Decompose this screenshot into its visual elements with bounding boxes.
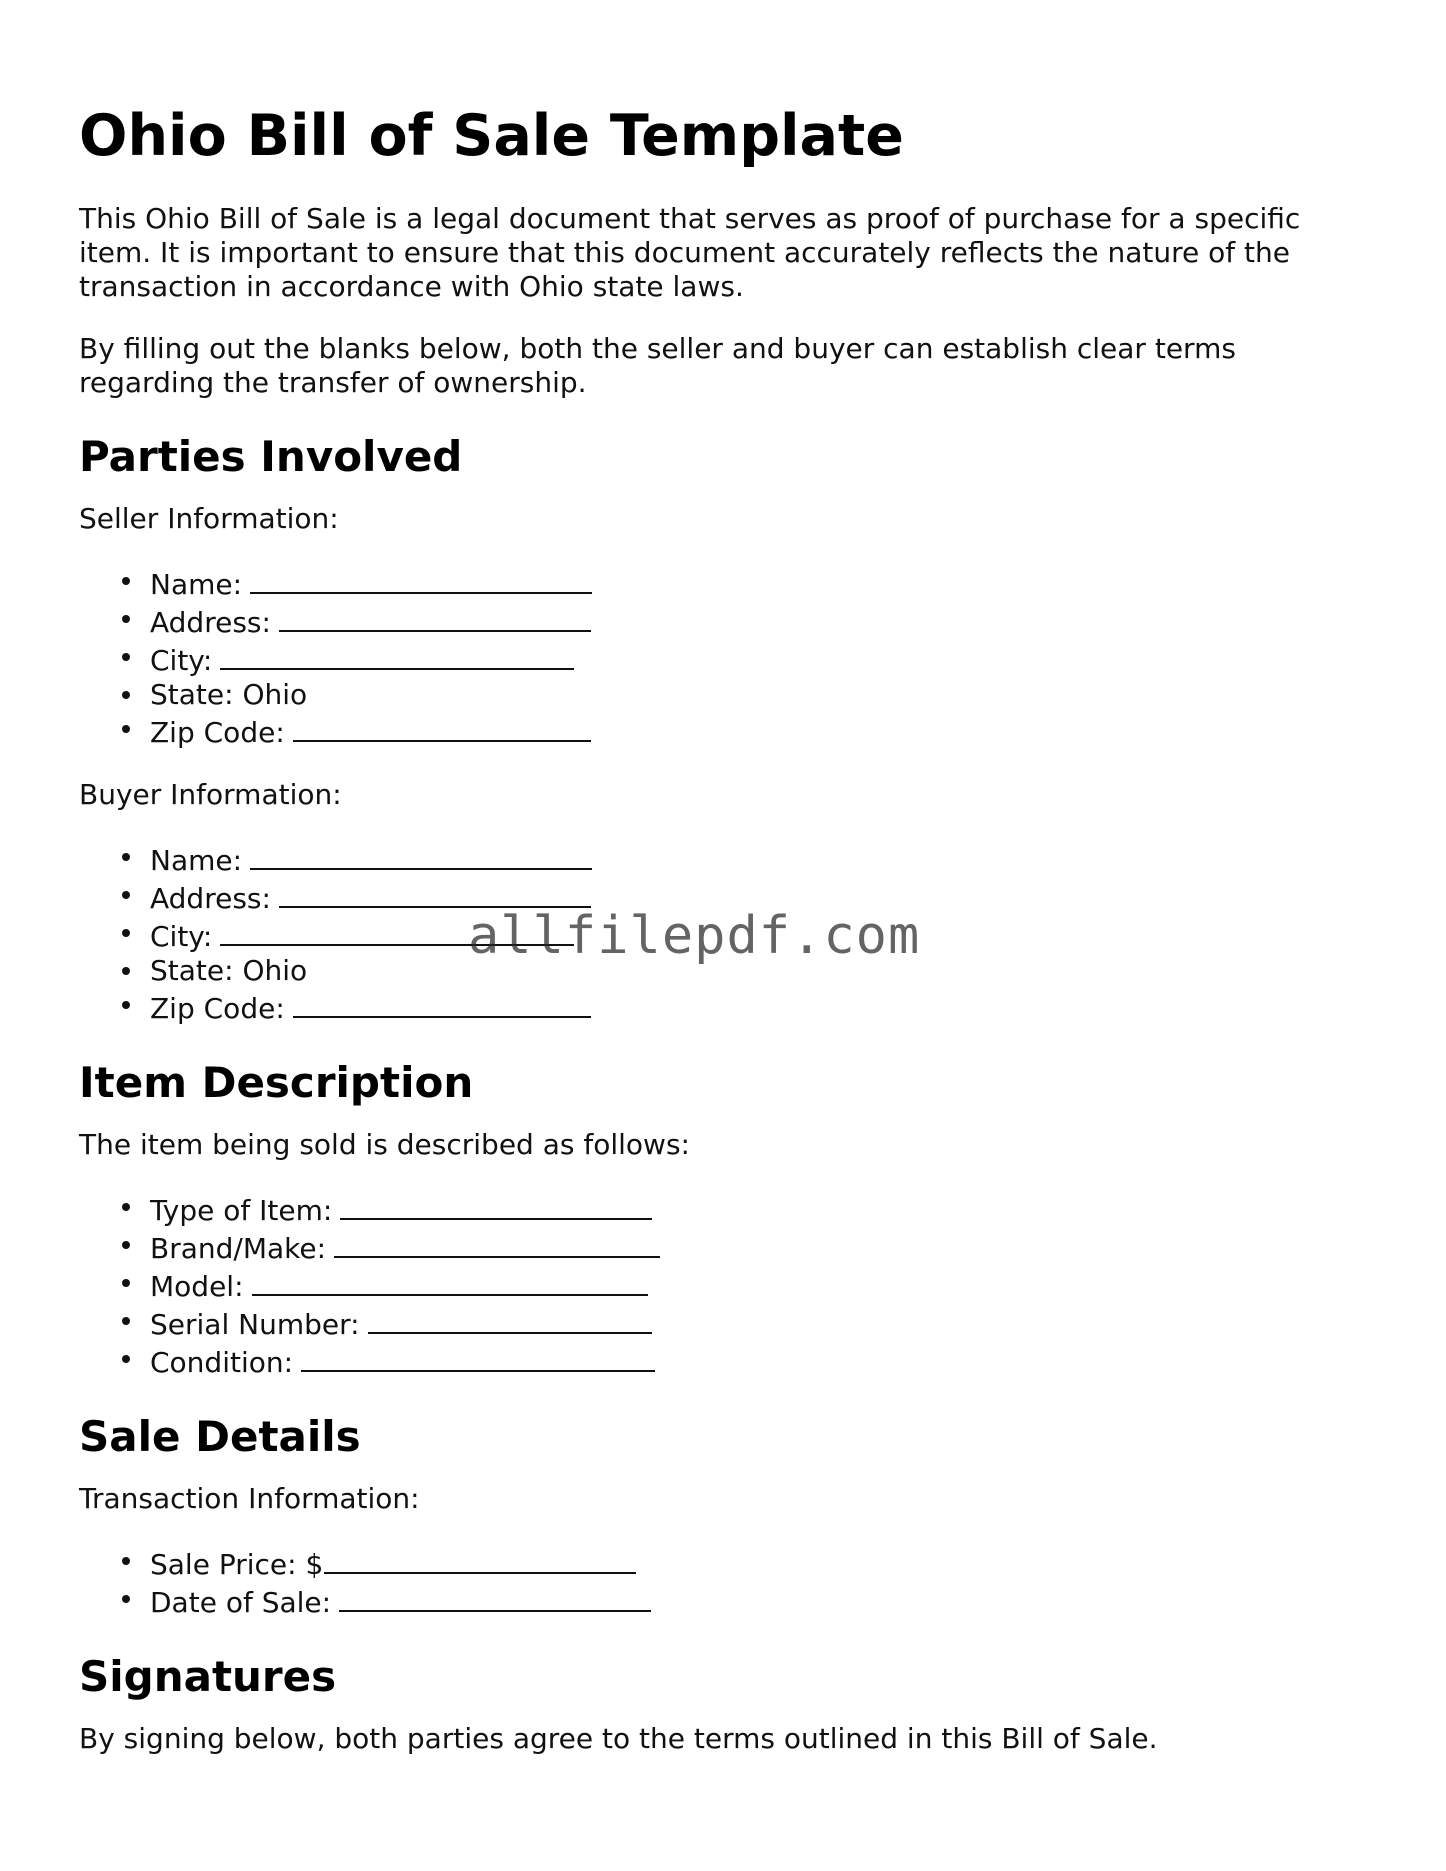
list-item [150,602,1369,640]
list-item [150,712,1369,750]
blank-line [334,1228,660,1258]
list-item [150,954,1369,988]
list-item [150,1190,1369,1228]
field-label: Name: [150,844,243,877]
sale-fields-list [79,1544,1369,1620]
blank-line [220,640,574,670]
section-heading-item: Item Description [79,1058,474,1107]
field-label: Brand/Make: [150,1232,327,1265]
field-label: City: [150,644,213,677]
list-item [150,988,1369,1026]
list-item [150,1228,1369,1266]
list-item [150,878,1369,916]
blank-line [279,878,591,908]
field-label: Date of Sale: [150,1586,332,1619]
blank-line [250,564,592,594]
field-label: Zip Code: [150,992,285,1025]
list-item [150,1582,1369,1620]
section-heading-signatures: Signatures [79,1652,337,1701]
item-fields-list [79,1190,1369,1380]
signatures-text: By signing below, both parties agree to the terms outlined in this Bill of Sale. [79,1722,1158,1755]
list-item [150,1544,1369,1582]
watermark: allfilepdf.com [468,906,921,966]
field-label: City: [150,920,213,953]
field-label: Address: [150,606,271,639]
field-label: Sale Price: $ [150,1548,324,1581]
blank-line [293,988,591,1018]
blank-line [220,916,574,946]
blank-line [252,1266,648,1296]
blank-line [324,1544,636,1574]
intro-paragraph-2: By filling out the blanks below, both the seller and buyer can establish clear terms regarding the transfer of ownership. [79,332,1236,399]
field-label: Address: [150,882,271,915]
blank-line [250,840,592,870]
item-intro: The item being sold is described as follows: [79,1128,690,1161]
seller-info-label: Seller Information: [79,502,339,535]
list-item [150,1342,1369,1380]
document-page [79,96,1369,1784]
field-label: Model: [150,1270,244,1303]
section-heading-parties: Parties Involved [79,432,463,481]
blank-line [293,712,591,742]
section-heading-sale: Sale Details [79,1412,361,1461]
list-item [150,916,1369,954]
page-title: Ohio Bill of Sale Template [79,103,904,169]
seller-fields-list [79,564,1369,750]
blank-line [339,1582,651,1612]
list-item [150,678,1369,712]
field-label: Condition: [150,1346,294,1379]
sale-label: Transaction Information: [79,1482,420,1515]
field-label: State: Ohio [150,678,308,711]
intro-paragraph-1: This Ohio Bill of Sale is a legal document that serves as proof of purchase for a specific item. It is important to ensure that this document accurately reflects the nature of the transaction in accordance with Ohio state laws. [79,202,1301,303]
blank-line [301,1342,655,1372]
field-label: Zip Code: [150,716,285,749]
field-label: Type of Item: [150,1194,333,1227]
list-item [150,840,1369,878]
blank-line [368,1304,652,1334]
field-label: State: Ohio [150,954,308,987]
field-label: Name: [150,568,243,601]
list-item [150,1266,1369,1304]
buyer-fields-list [79,840,1369,1026]
list-item [150,564,1369,602]
blank-line [279,602,591,632]
buyer-info-label: Buyer Information: [79,778,342,811]
list-item [150,1304,1369,1342]
blank-line [340,1190,652,1220]
list-item [150,640,1369,678]
field-label: Serial Number: [150,1308,360,1341]
